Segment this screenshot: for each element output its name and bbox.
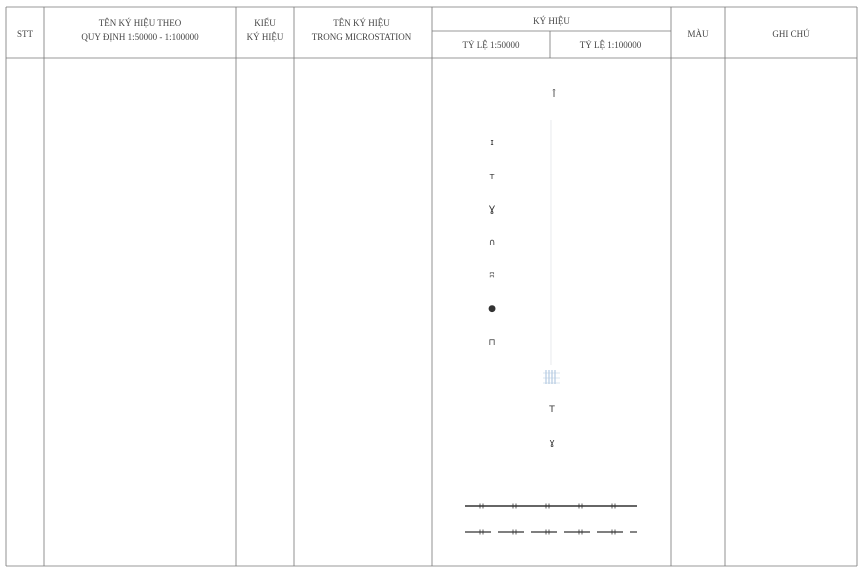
header-stt: STT xyxy=(16,29,33,39)
farm-icon: ⊓ xyxy=(488,338,496,348)
header-note: GHI CHÚ xyxy=(772,29,810,39)
kiln-icon: ∩ xyxy=(488,238,496,248)
header-scale-50000: TỶ LỆ 1:50000 xyxy=(462,40,520,50)
fuel-icon: ʭ xyxy=(489,271,495,281)
header-ms-line2: TRONG MICROSTATION xyxy=(311,32,412,42)
header-ms-line1: TÊN KÝ HIỆU xyxy=(333,18,390,28)
railway-solid xyxy=(465,504,637,509)
header-name-line1: TÊN KÝ HIỆU THEO xyxy=(98,18,182,28)
tower-icon: ı̊ xyxy=(552,90,556,100)
airport-inactive-icon: ɣ xyxy=(549,438,555,448)
header-scale-100000: TỶ LỆ 1:100000 xyxy=(579,40,642,50)
windmill-icon: Ɣ xyxy=(488,205,496,215)
header-type-line2: KÝ HIỆU xyxy=(246,32,284,42)
salt-field-icon xyxy=(543,370,560,384)
railway-dashed xyxy=(465,530,637,535)
weather-icon: т xyxy=(489,172,495,182)
header-symbol: KÝ HIỆU xyxy=(533,16,570,26)
header-name-line2: QUY ĐỊNH 1:50000 - 1:100000 xyxy=(81,32,199,42)
header-type-line1: KIỂU xyxy=(254,18,276,28)
tank-icon: ● xyxy=(488,304,496,314)
post-icon: ɪ xyxy=(490,138,494,148)
airport-icon: T xyxy=(549,405,555,415)
header-color: MÀU xyxy=(687,29,709,39)
